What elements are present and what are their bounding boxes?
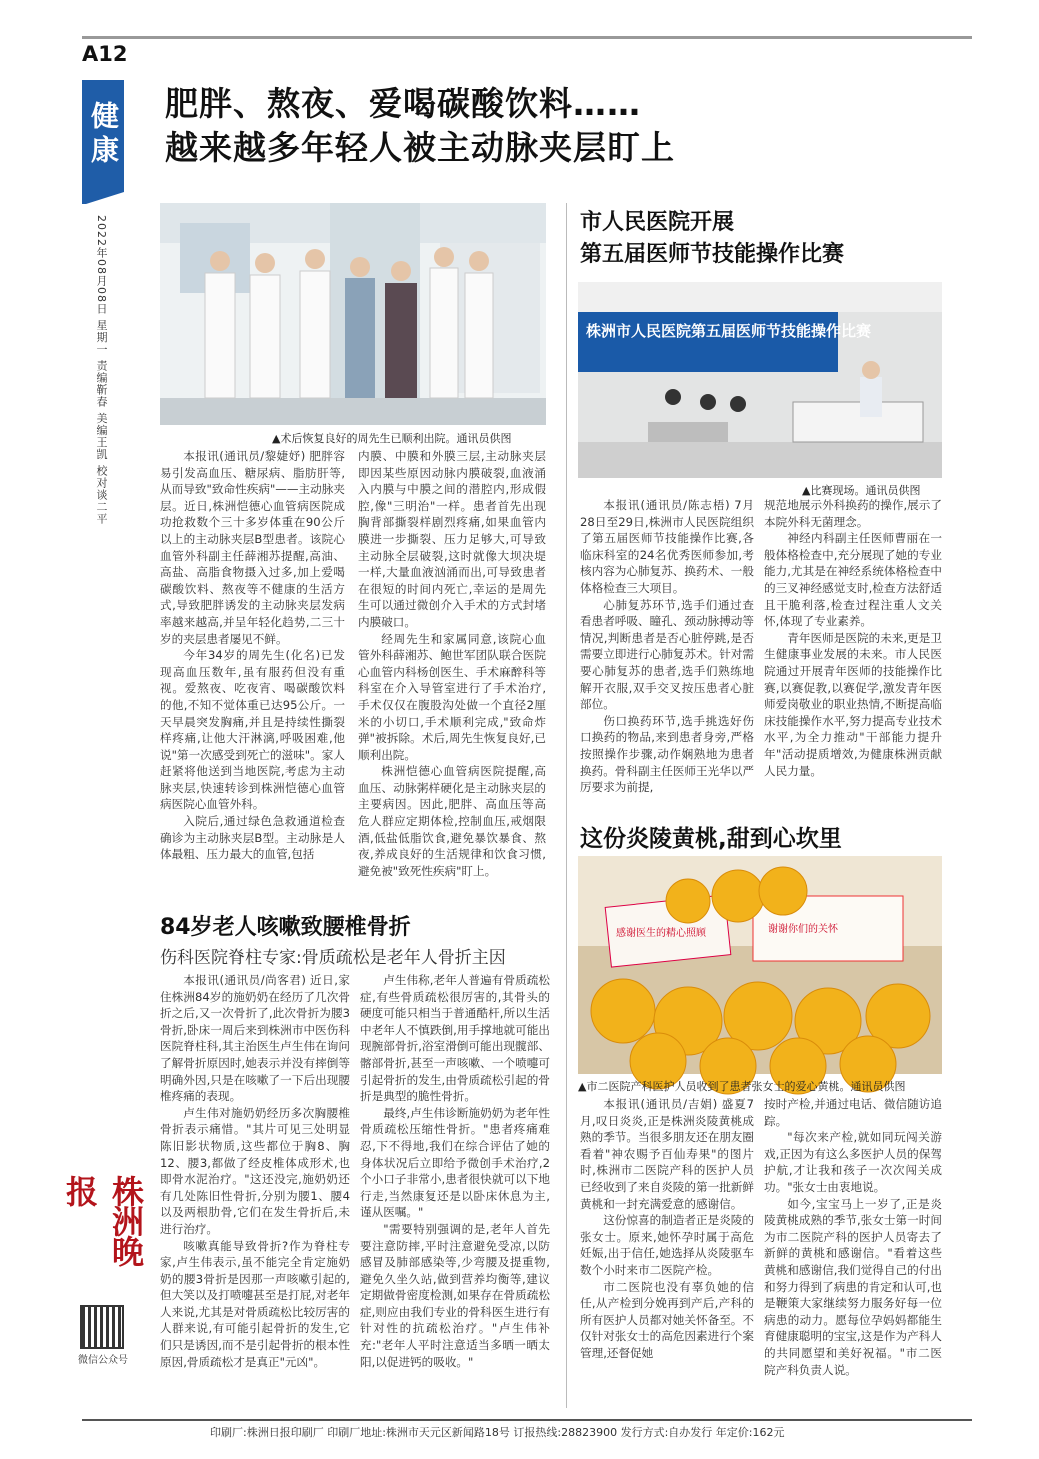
footer-rule: [82, 1419, 972, 1421]
wechat-qr-code[interactable]: [80, 1305, 124, 1349]
thank-you-card-1: 感谢医生的精心照顾: [616, 928, 706, 939]
peach-article-col1: [580, 1096, 754, 1412]
elderly-subheadline: 伤科医院脊柱专家:骨质疏松是老年人骨折主因: [160, 948, 506, 968]
paragraph: 本报讯(通讯员/吉娟) 盛夏7月,叹日炎炎,正是株洲炎陵黄桃成熟的季节。当很多朋友还在朋友圈看着"神农赐予百仙寿果"的图片时,株洲市二医院产科的医护人员已经收到了来自炎陵的第一批新鲜黄桃和一封充满爱意的感谢信。: [580, 1097, 754, 1211]
paragraph: 本报讯(通讯员/尚客君) 近日,家住株洲84岁的施奶奶在经历了几次骨折之后,又一次骨折了,此次骨折为腰3骨折,卧床一周后来到株洲市中医伤科医院脊柱科,其主治医生卢生伟在询问了解骨折原因时,她表示并没有摔倒等明确外因,只是在咳嗽了一下后出现腰椎疼痛的表现。: [160, 973, 350, 1104]
peach-article-col2: [764, 1096, 942, 1412]
paragraph: "需要特别强调的是,老年人首先要注意防摔,平时注意避免受凉,以防感冒及肺部感染等,少弯腰及提重物,避免久坐久站,做到营养均衡等,建议定期做骨密度检测,如果存在骨质疏松症,则应由我们专业的骨科医生进行有针对性的抗疏松治疗。"卢生伟补充:"老年人平时注意适当多晒一晒太阳,以促进钙的吸收。": [360, 1221, 550, 1369]
paragraph: 入院后,通过绿色急救通道检查确诊为主动脉夹层B型。主动脉是人体最粗、压力最大的血管,包括: [160, 814, 345, 862]
section-label: 健康: [82, 80, 124, 190]
paragraph: 内膜、中膜和外膜三层,主动脉夹层即因某些原因动脉内膜破裂,血液涌入内膜与中膜之间的潜腔内,形成假腔,像"三明治"一样。患者首先出现胸背部撕裂样剧烈疼痛,如果血管内膜进一步撕裂、压力足够大,可导致主动脉全层破裂,这时就像大坝决堤一样,大量血液汹涌而出,可导致患者在很短的时间内死亡,幸运的是周先生可以通过微创介入手术的方式封堵内膜破口。: [358, 449, 546, 629]
thank-you-card-2: 谢谢你们的关怀: [768, 924, 838, 935]
page-number: A12: [82, 42, 128, 66]
paragraph: 这份惊喜的制造者正是炎陵的张女士。原来,她怀孕时属于高危妊娠,出于信任,她选择从炎陵驱车数个小时来市二医院产检。: [580, 1213, 754, 1277]
paragraph: 按时产检,并通过电话、微信随访追踪。: [764, 1097, 942, 1128]
contest-headline-line2: 第五届医师节技能操作比赛: [580, 242, 845, 267]
contest-photo: [578, 282, 942, 478]
paragraph: 心肺复苏环节,选手们通过查看患者呼吸、瞳孔、颈动脉搏动等情况,判断患者是否心脏停跳,是否需要立即进行心肺复苏术。针对需要心肺复苏的患者,选手们熟练地解开衣服,双手交叉按压患者心脏部位。: [580, 597, 754, 712]
paragraph: 如今,宝宝马上一岁了,正是炎陵黄桃成熟的季节,张女士第一时间为市二医院产科的医护人员寄去了新鲜的黄桃和感谢信。"看着这些黄桃和感谢信,我们觉得自己的付出和努力得到了病患的肯定和认可,也是鞭策大家继续努力服务好每一位病患的动力。愿每位孕妈妈都能生育健康聪明的宝宝,这是作为产科人的共同愿望和美好祝福。"市二医院产科负责人说。: [764, 1196, 942, 1377]
issue-meta: 2022年08月08日 星期一 责编靳春 美编王凯 校对谈二平: [95, 215, 108, 525]
paragraph: 本报讯(通讯员/陈志梧) 7月28日至29日,株洲市人民医院组织了第五届医师节技能操作比赛,各临床科室的24名优秀医师参加,考核内容为心肺复苏、换药术、一般体格检查三大项目。: [580, 498, 754, 595]
main-article-col1: [160, 448, 345, 881]
paragraph: 伤口换药环节,选手挑选好伤口换药的物品,来到患者身旁,严格按照操作步骤,动作娴熟地为患者换药。骨科副主任医师王光华以严厉要求为前提,: [580, 713, 754, 795]
newspaper-logo: 株洲晚报: [61, 1175, 145, 1265]
paragraph: 最终,卢生伟诊断施奶奶为老年性骨质疏松压缩性骨折。"患者疼痛难忍,下不得地,我们在综合评估了她的身体状况后立即给予微创手术治疗,2个小口子非常小,患者很快就可以下地行走,当然康复还是以卧床休息为主,谨从医嘱。": [360, 1105, 550, 1220]
elderly-article-col2: [360, 972, 550, 1412]
main-headline-line1: 肥胖、熬夜、爱喝碳酸饮料……: [165, 84, 641, 123]
patient-discharge-photo: [160, 203, 546, 425]
section-slash-decoration: [82, 190, 124, 204]
paragraph: 咳嗽真能导致骨折?作为脊柱专家,卢生伟表示,虽不能完全肯定施奶奶的腰3骨折是因那一声咳嗽引起的,但大笑以及打喷嚏甚至是打屁,对老年人来说,尤其是对骨质疏松比较厉害的人群来说,有可能引起骨折的发生,它们只是诱因,而不是引起骨折的根本性原因,骨质疏松才是真正"元凶"。: [160, 1238, 350, 1369]
contest-headline-line1: 市人民医院开展: [580, 210, 735, 235]
paragraph: 青年医师是医院的未来,更是卫生健康事业发展的未来。市人民医院通过开展青年医师的技能操作比赛,以赛促教,以赛促学,激发青年医师爱岗敬业的职业热情,不断提高临床技能操作水平,努力提高专业技术水平,为全力推动"干部能力提升年"活动提质增效,为健康株洲贡献人民力量。: [764, 630, 942, 778]
paragraph: 经周先生和家属同意,该院心血管外科薛湘苏、鲍世军团队联合医院心血管内科杨创医生、手术麻醉科等科室在介入导管室进行了手术治疗,手术仅仅在腹股沟处做一个直径2厘米的小切口,手术顺利完成,"致命炸弹"被拆除。术后,周先生恢复良好,已顺利出院。: [358, 631, 546, 762]
elderly-article-col1: [160, 972, 350, 1412]
peach-photo-caption: ▲市二医院产科医护人员收到了患者张女士的爱心黄桃。通讯员供图: [578, 1080, 906, 1093]
main-article-col2: [358, 448, 546, 881]
paragraph: 株洲恺德心血管病医院提醒,高血压、动脉粥样硬化是主动脉夹层的主要病因。因此,肥胖、高血压等高危人群应定期体检,控制血压,戒烟限酒,低盐低脂饮食,避免暴饮暴食、熬夜,养成良好的生活规律和饮食习惯,避免被"致死性疾病"盯上。: [358, 764, 546, 878]
elderly-headline: 84岁老人咳嗽致腰椎骨折: [160, 915, 411, 940]
paragraph: 神经内科副主任医师曹丽在一般体格检查中,充分展现了她的专业能力,尤其是在神经系统体格检查中的三叉神经感觉支时,检查方法舒适且干脆利落,检查过程注重人文关怀,体现了专业素养。: [764, 531, 942, 629]
paragraph: 市二医院也没有辜负她的信任,从产检到分娩再到产后,产科的所有医护人员都对她关怀备至。不仅针对张女士的高危因素进行个案管理,还督促她: [580, 1279, 754, 1360]
paragraph: 卢生伟称,老年人普遍有骨质疏松症,有些骨质疏松很厉害的,其骨头的硬度可能只相当于普通酷杆,所以生活中老年人不慎跌倒,用手撑地就可能出现腕部骨折,浴室滑倒可能出现髋部、髂部骨折,甚至一声咳嗽、一个喷嚏可引起骨折的发生,由骨质疏松引起的骨折是典型的脆性骨折。: [360, 973, 550, 1104]
qr-label: 微信公众号: [78, 1355, 128, 1366]
contest-photo-caption: ▲比赛现场。通讯员供图: [802, 484, 921, 497]
footer-printing-info: 印刷厂:株洲日报印刷厂 印刷厂地址:株洲市天元区新闻路18号 订报热线:28823900 发行方式:自办发行 年定价:162元: [210, 1426, 785, 1439]
top-rule: [82, 36, 972, 39]
paragraph: "每次来产检,就如同玩闯关游戏,正因为有这么多医护人员的保驾护航,才让我和孩子一次次闯关成功。"张女士由衷地说。: [764, 1130, 942, 1194]
peach-gift-photo: [578, 856, 942, 1074]
paragraph: 卢生伟对施奶奶经历多次胸腰椎骨折表示痛惜。"其片可见三处明显陈旧影状物质,这些都位于胸8、胸12、腰3,都做了经皮椎体成形术,也即骨水泥治疗。"这还没完,施奶奶还有几处陈旧性骨折,分别为腰1、腰4以及两根肋骨,它们在发生骨折后,未进行治疗。: [160, 1105, 350, 1236]
contest-banner-text: 株洲市人民医院第五届医师节技能操作比赛: [586, 322, 872, 340]
paragraph: 本报讯(通讯员/黎婕妤) 肥胖容易引发高血压、糖尿病、脂肪肝等,从而导致"致命性疾病"——主动脉夹层。近日,株洲恺德心血管病医院成功抢救数个三十多岁体重在90公斤以上的主动脉夹层B型患者。该院心血管外科副主任薛湘苏提醒,高油、高盐、高脂食物摄入过多,加上爱喝碳酸饮料、熬夜等不健康的生活方式,导致肥胖诱发的主动脉夹层发病率越来越高,并呈年轻化趋势,二三十岁的夹层患者屡见不鲜。: [160, 449, 345, 646]
paragraph: 规范地展示外科换药的操作,展示了本院外科无菌理念。: [764, 498, 942, 529]
paragraph: 今年34岁的周先生(化名)已发现高血压数年,虽有服药但没有重视。爱熬夜、吃夜宵、喝碳酸饮料的他,不知不觉体重已达95公斤。一天早晨突发胸痛,并且是持续性撕裂样疼痛,让他大汗淋漓,呼吸困难,他说"第一次感受到死亡的滋味"。家人赶紧将他送到当地医院,考虑为主动脉夹层,快速转诊到株洲恺德心血管病医院心血管外科。: [160, 648, 345, 812]
main-headline-line2: 越来越多年轻人被主动脉夹层盯上: [165, 128, 675, 167]
contest-article-col2: [764, 497, 942, 797]
contest-article-col1: [580, 497, 754, 797]
column-divider: [566, 203, 567, 1408]
peach-headline: 这份炎陵黄桃,甜到心坎里: [580, 826, 842, 852]
patient-photo-caption: ▲术后恢复良好的周先生已顺利出院。通讯员供图: [272, 432, 512, 445]
